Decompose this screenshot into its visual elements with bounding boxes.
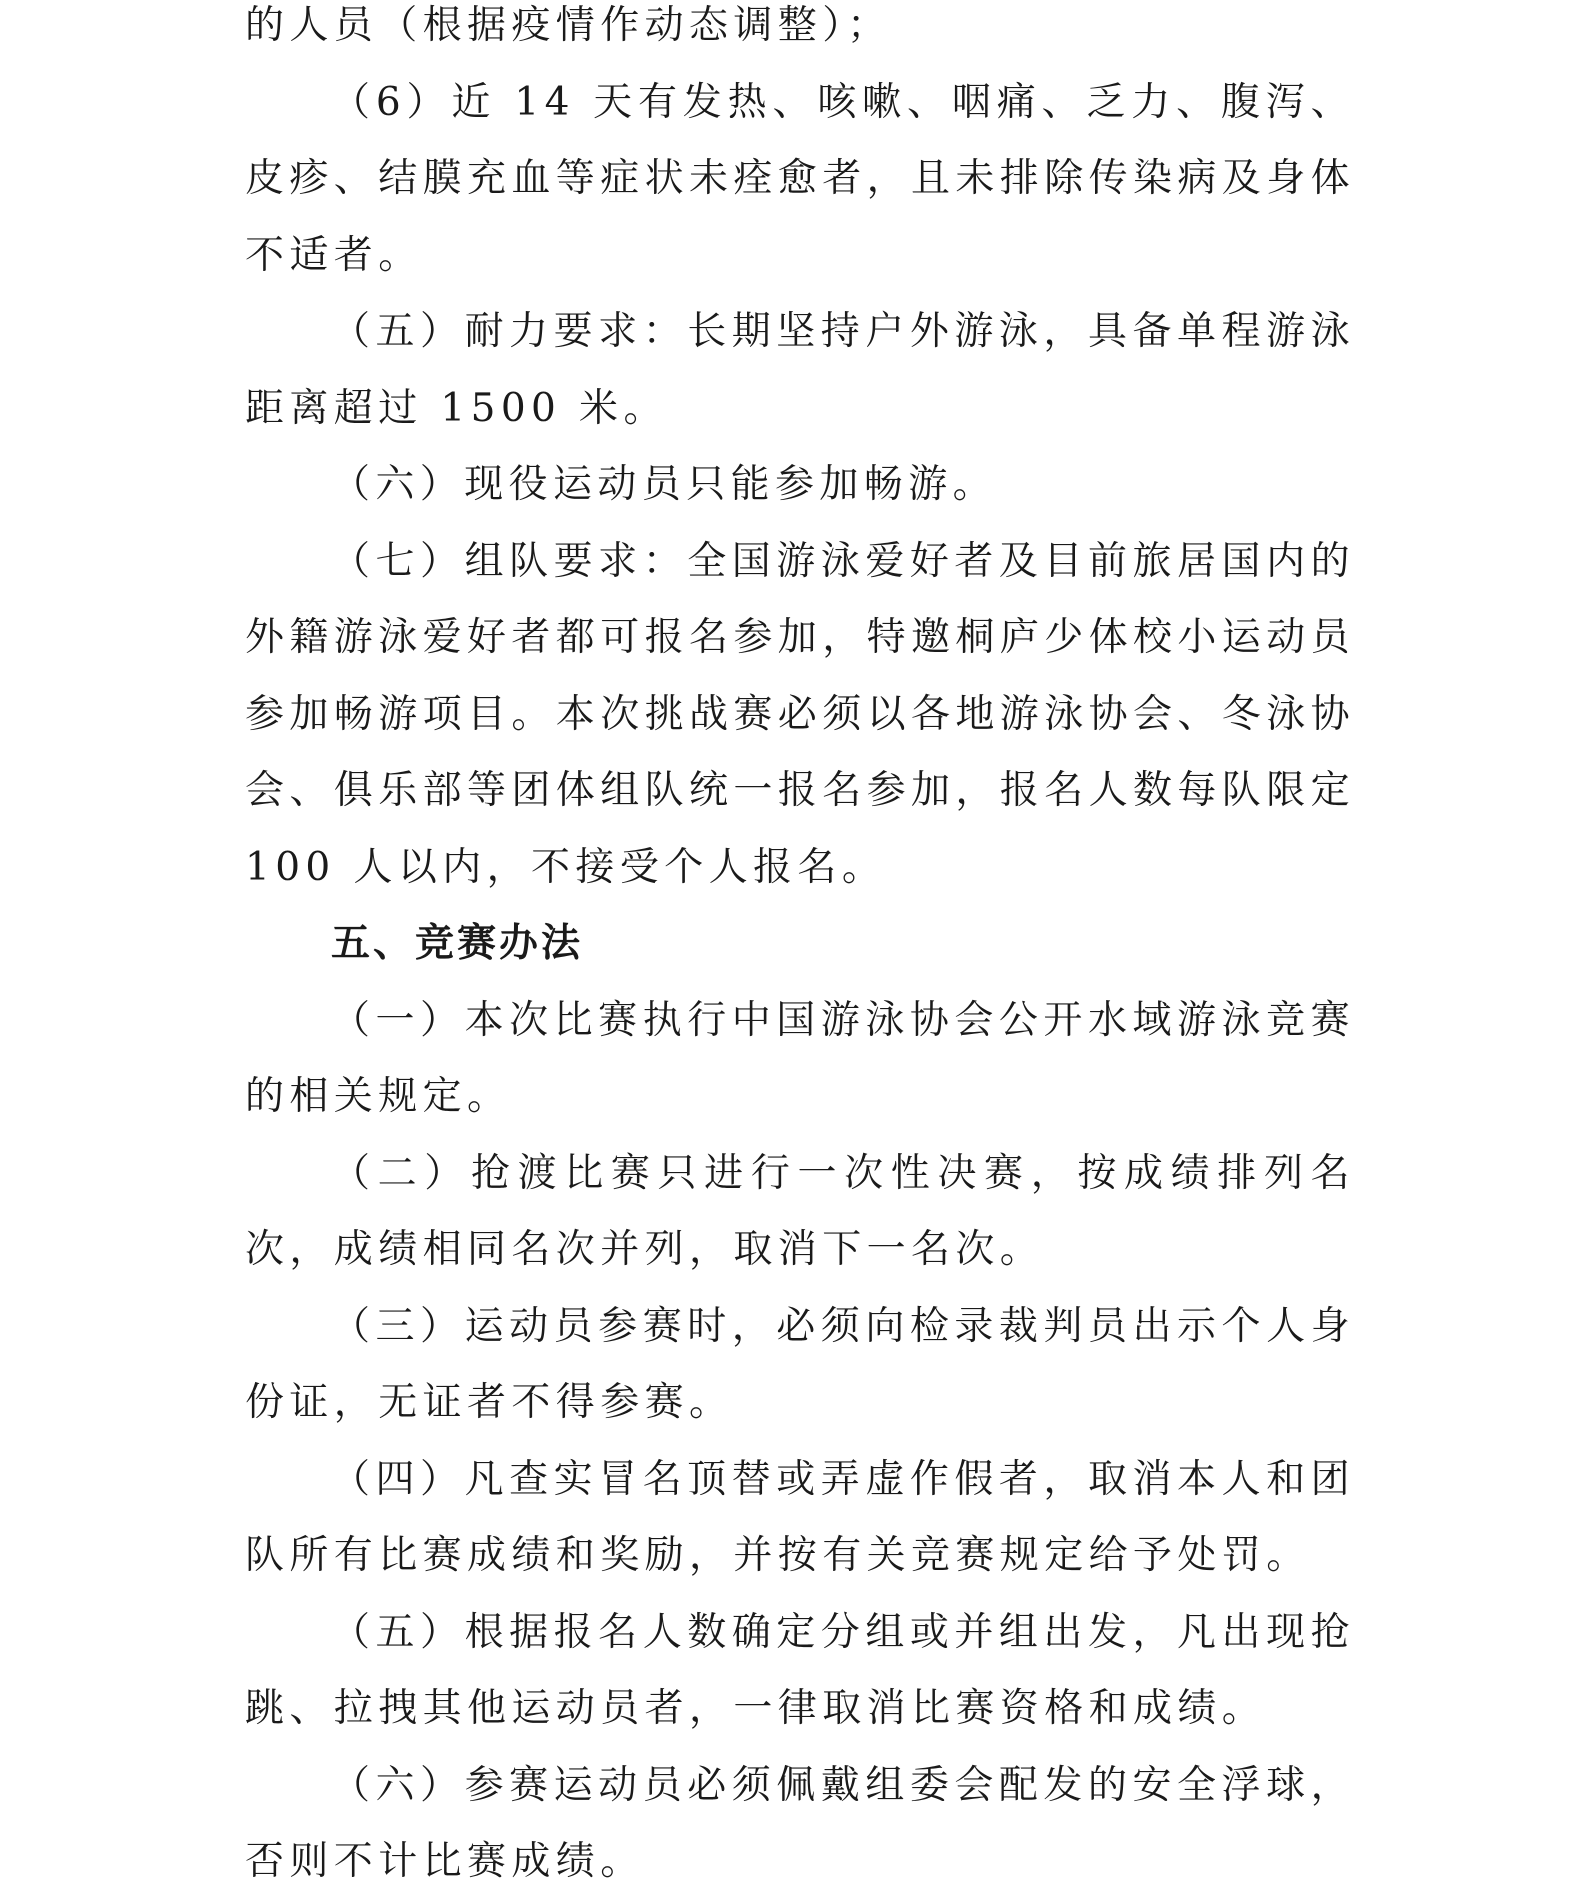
- paragraph-rule-2: （二）抢渡比赛只进行一次性决赛，按成绩排列名次，成绩相同名次并列，取消下一名次。: [245, 1150, 1355, 1272]
- paragraph-rule-4: （四）凡查实冒名顶替或弄虚作假者，取消本人和团队所有比赛成绩和奖励，并按有关竞赛规定给予处罚。: [245, 1456, 1355, 1578]
- paragraph-rule-1: （一）本次比赛执行中国游泳协会公开水域游泳竞赛的相关规定。: [245, 997, 1355, 1119]
- paragraph-rule-3: （三）运动员参赛时，必须向检录裁判员出示个人身份证，无证者不得参赛。: [245, 1303, 1355, 1425]
- section-heading: 五、竞赛办法: [331, 921, 584, 966]
- paragraph-symptoms: （6）近 14 天有发热、咳嗽、咽痛、乏力、腹泻、皮疹、结膜充血等症状未痊愈者，且未排除传染病及身体不适者。: [245, 79, 1356, 278]
- paragraph-active-athletes: （六）现役运动员只能参加畅游。: [331, 462, 998, 507]
- paragraph-continuation: 的人员（根据疫情作动态调整）；: [245, 3, 892, 48]
- paragraph-endurance: （五）耐力要求：长期坚持户外游泳，具备单程游泳距离超过 1500 米。: [245, 309, 1355, 431]
- paragraph-rule-6: （六）参赛运动员必须佩戴组委会配发的安全浮球，否则不计比赛成绩。: [245, 1762, 1355, 1884]
- paragraph-team-requirements: （七）组队要求：全国游泳爱好者及目前旅居国内的外籍游泳爱好者都可报名参加，特邀桐庐少体校小运动员参加畅游项目。本次挑战赛必须以各地游泳协会、冬泳协会、俱乐部等团体组队统一报名参加，报名人数每队限定 100 人以内，不接受个人报名。: [245, 538, 1356, 890]
- paragraph-rule-5: （五）根据报名人数确定分组或并组出发，凡出现抢跳、拉拽其他运动员者，一律取消比赛资格和成绩。: [245, 1609, 1355, 1731]
- document-page: [245, 0, 1356, 1884]
